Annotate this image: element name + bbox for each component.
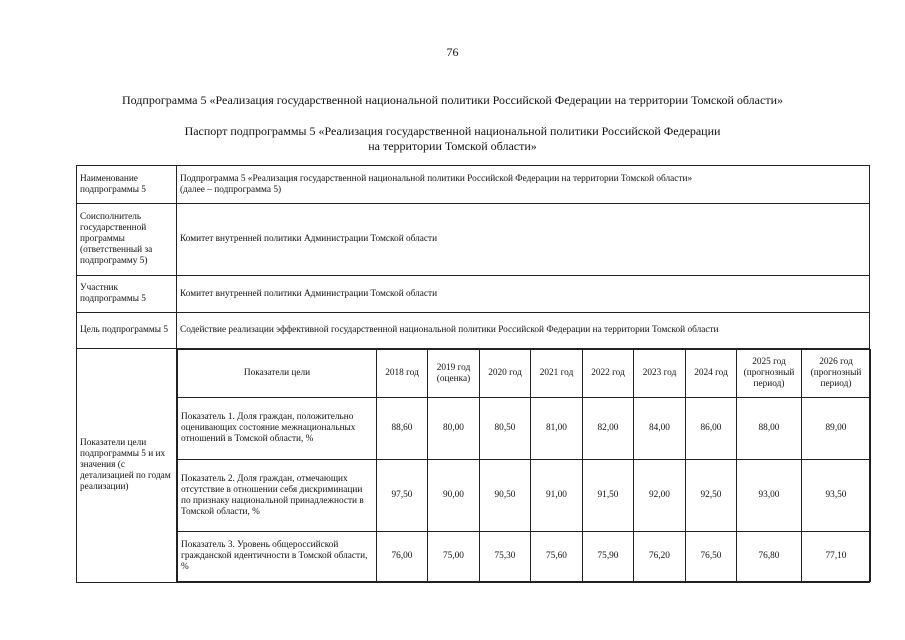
row-coexecutor-value: Комитет внутренней политики Администрации Томской области (177, 204, 870, 276)
indicator-3-2025: 76,80 (737, 532, 802, 582)
passport-title-line-1: Паспорт подпрограммы 5 «Реализация государственной национальной политики Российской Федерации (184, 124, 721, 138)
indicator-1-2024: 86,00 (686, 398, 737, 460)
indicator-3-2023: 76,20 (634, 532, 686, 582)
document-title: Подпрограмма 5 «Реализация государственной национальной политики Российской Федерации на территории Томской области» (121, 93, 783, 107)
row-goal-value: Содействие реализации эффективной государственной национальной политики Российской Федерации на территории Томской области (177, 313, 870, 349)
passport-table (76, 165, 870, 583)
indicator-2-2023: 92,00 (634, 460, 686, 532)
indicator-1-2022: 82,00 (583, 398, 634, 460)
indicator-1-2019: 80,00 (428, 398, 480, 460)
indicator-1-name: Показатель 1. Доля граждан, положительно оценивающих состояние межнациональных отношений в Томской области, % (178, 398, 377, 460)
indicator-3-2026: 77,10 (802, 532, 871, 582)
row-indicators (77, 349, 870, 583)
header-2026: 2026 год (прогнозный период) (802, 350, 871, 398)
row-participant-value: Комитет внутренней политики Администрации Томской области (177, 276, 870, 313)
indicator-3-2024: 76,50 (686, 532, 737, 582)
indicator-2-2022: 91,50 (583, 460, 634, 532)
indicators-cell (177, 349, 870, 583)
indicator-row-3 (178, 532, 871, 582)
indicator-2-2024: 92,50 (686, 460, 737, 532)
header-2019: 2019 год (оценка) (428, 350, 480, 398)
row-participant (77, 276, 870, 313)
header-2023: 2023 год (634, 350, 686, 398)
row-name-value-line-2: (далее – подпрограмма 5) (180, 184, 282, 195)
indicator-row-1 (178, 398, 871, 460)
indicator-3-2021: 75,60 (531, 532, 583, 582)
indicators-table (177, 349, 871, 582)
header-2020: 2020 год (480, 350, 531, 398)
header-2025: 2025 год (прогнозный период) (737, 350, 802, 398)
indicators-header-row (178, 350, 871, 398)
indicator-2-2019: 90,00 (428, 460, 480, 532)
indicator-1-2025: 88,00 (737, 398, 802, 460)
indicator-2-2018: 97,50 (377, 460, 428, 532)
indicator-1-2021: 81,00 (531, 398, 583, 460)
indicator-2-2020: 90,50 (480, 460, 531, 532)
indicator-3-2020: 75,30 (480, 532, 531, 582)
row-name (77, 166, 870, 204)
indicator-1-2026: 89,00 (802, 398, 871, 460)
indicator-row-2 (178, 460, 871, 532)
indicator-3-name: Показатель 3. Уровень общероссийской гражданской идентичности в Томской области, % (178, 532, 377, 582)
header-2022: 2022 год (583, 350, 634, 398)
indicator-2-2026: 93,50 (802, 460, 871, 532)
row-coexecutor (77, 204, 870, 276)
row-coexecutor-label: Соисполнитель государственной программы (ответственный за подпрограмму 5) (77, 204, 177, 276)
indicator-3-2019: 75,00 (428, 532, 480, 582)
row-name-value (177, 166, 870, 204)
indicator-2-name: Показатель 2. Доля граждан, отмечающих отсутствие в отношении себя дискриминации по признаку национальной принадлежности в Томской области, % (178, 460, 377, 532)
header-2021: 2021 год (531, 350, 583, 398)
row-goal-label: Цель подпрограммы 5 (77, 313, 177, 349)
header-2018: 2018 год (377, 350, 428, 398)
indicator-3-2018: 76,00 (377, 532, 428, 582)
page-number: 76 (446, 45, 459, 59)
indicator-3-2022: 75,90 (583, 532, 634, 582)
indicator-2-2021: 91,00 (531, 460, 583, 532)
indicator-2-2025: 93,00 (737, 460, 802, 532)
row-goal (77, 313, 870, 349)
row-indicators-label: Показатели цели подпрограммы 5 и их значения (с детализацией по годам реализации) (77, 349, 177, 583)
indicator-1-2018: 88,60 (377, 398, 428, 460)
row-name-value-line-1: Подпрограмма 5 «Реализация государственной национальной политики Российской Федерации на территории Томской области» (180, 173, 693, 184)
row-name-label: Наименование подпрограммы 5 (77, 166, 177, 204)
header-indicator-name: Показатели цели (178, 350, 377, 398)
row-participant-label: Участник подпрограммы 5 (77, 276, 177, 313)
passport-title (0, 124, 905, 154)
indicator-1-2020: 80,50 (480, 398, 531, 460)
indicator-1-2023: 84,00 (634, 398, 686, 460)
header-2024: 2024 год (686, 350, 737, 398)
passport-title-line-2: на территории Томской области» (368, 139, 537, 153)
